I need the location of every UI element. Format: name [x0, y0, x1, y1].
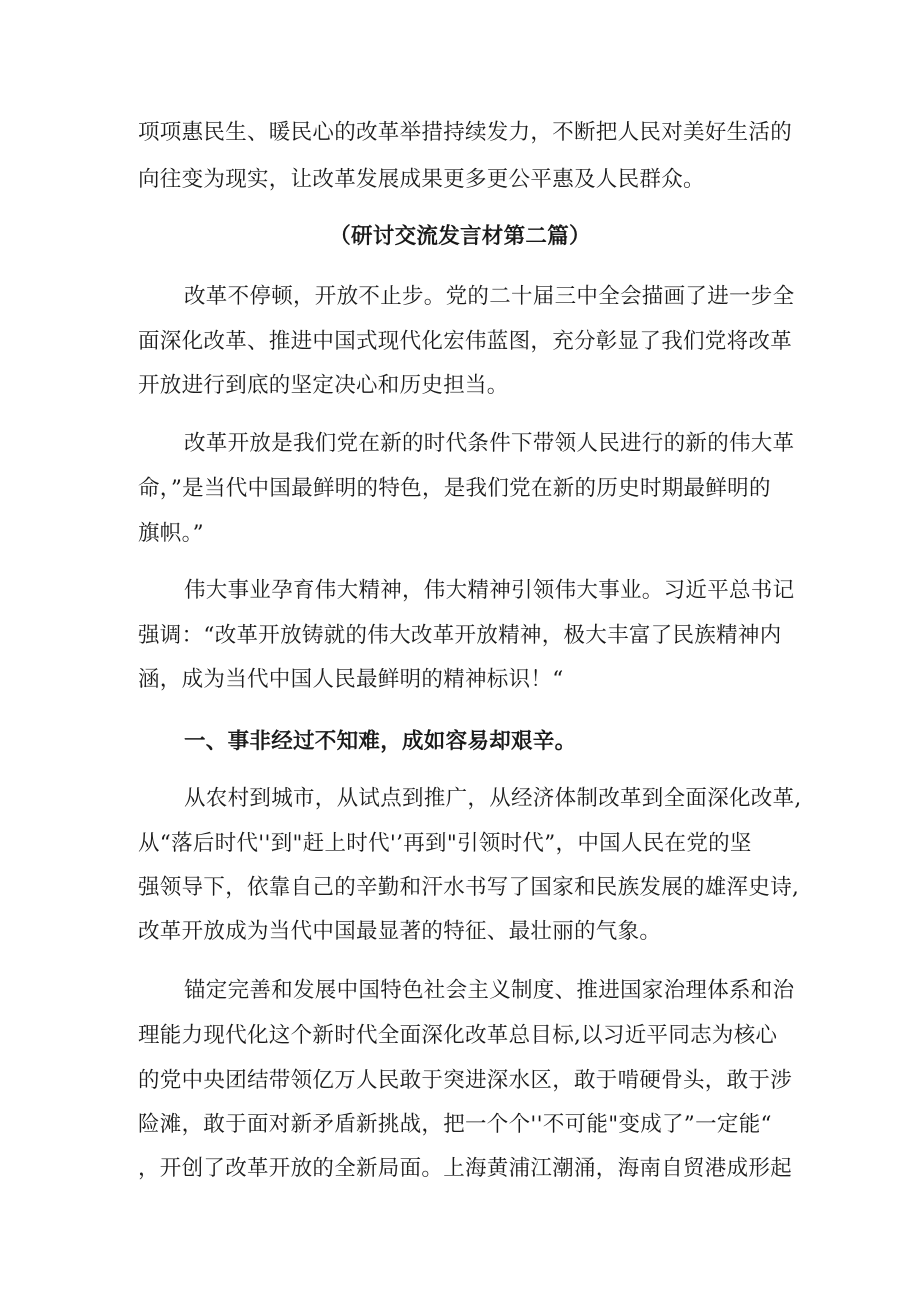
paragraph-line: 强调：“改革开放铸就的伟大改革开放精神，极大丰富了民族精神内 [138, 623, 782, 648]
paragraph-line: 险滩，敢于面对新矛盾新挑战，把一个个''不可能"变成了”一定能“ [138, 1112, 772, 1137]
paragraph-line: 项项惠民生、暖民心的改革举措持续发力，不断把人民对美好生活的 [138, 120, 793, 145]
paragraph-line: 锚定完善和发展中国特色社会主义制度、推进国家治理体系和治 [184, 978, 795, 1003]
paragraph-line: 开放进行到底的坚定决心和历史担当。 [138, 373, 509, 398]
paragraph-line: 的党中央团结带领亿万人民敢于突进深水区，敢于啃硬骨头，敢于涉 [138, 1068, 793, 1093]
paragraph-line: 改革不停顿，开放不止步。党的二十届三中全会描画了进一步全 [184, 284, 795, 309]
section-heading: 一、事非经过不知难，成如容易却艰辛。 [184, 729, 577, 754]
paragraph-line: 命，”是当代中国最鲜明的特色，是我们党在新的历史时期最鲜明的 [138, 476, 771, 501]
paragraph-line: 理能力现代化这个新时代全面深化改革总目标,以习近平同志为核心 [138, 1023, 778, 1048]
paragraph-line: 强领导下，依靠自己的辛勤和汗水书写了国家和民族发展的雄浑史诗, [138, 875, 800, 900]
paragraph-line: 改革开放成为当代中国最显著的特征、最壮丽的气象。 [138, 919, 662, 944]
paragraph-line: 向往变为现实，让改革发展成果更多更公平惠及人民群众。 [138, 167, 705, 192]
paragraph-line: 涵，成为当代中国人民最鲜明的精神标识！“ [138, 667, 564, 692]
paragraph-line: ，开创了改革开放的全新局面。上海黄浦江潮涌，海南自贸港成形起 [138, 1156, 793, 1181]
paragraph-line: 旗帜。” [138, 521, 204, 546]
paragraph-line: 面深化改革、推进中国式现代化宏伟蓝图，充分彰显了我们党将改革 [138, 329, 793, 354]
paragraph-line: 改革开放是我们党在新的时代条件下带领人民进行的新的伟大革 [184, 431, 795, 456]
section-title: （研讨交流发言材第二篇） [329, 224, 591, 249]
paragraph-line: 从农村到城市，从试点到推广，从经济体制改革到全面深化改革, [184, 786, 802, 811]
paragraph-line: 伟大事业孕育伟大精神，伟大精神引领伟大事业。习近平总书记 [184, 578, 795, 603]
paragraph-line: 从“落后时代''到"赶上时代'’再到"引领时代”，中国人民在党的坚 [138, 831, 752, 856]
